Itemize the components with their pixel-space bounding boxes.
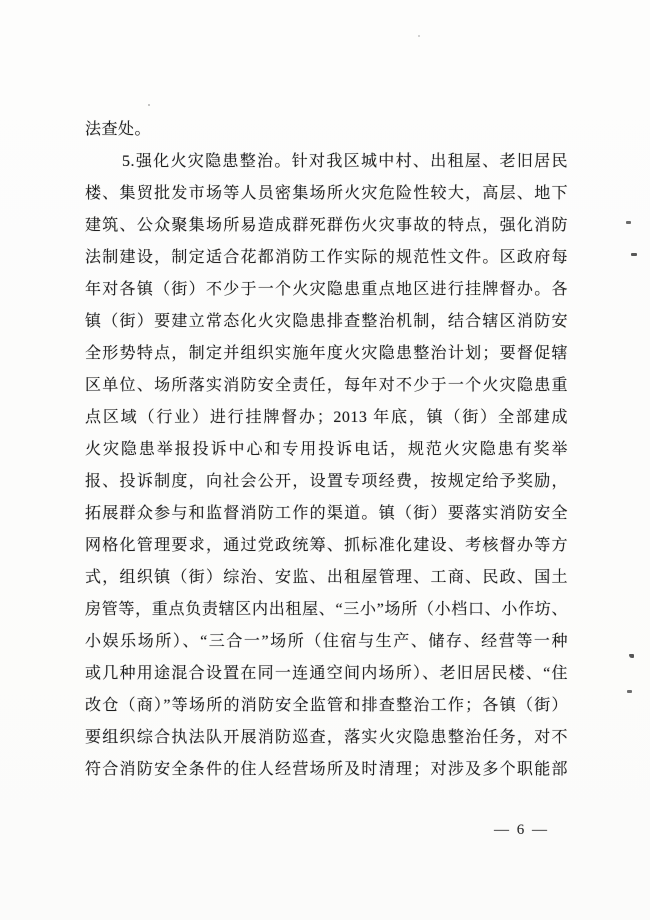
text-line: 全形势特点，制定并组织实施年度火灾隐患整治计划；要督促辖 — [85, 345, 568, 362]
text-line: 区单位、场所落实消防安全责任，每年对不少于一个火灾隐患重 — [85, 377, 568, 394]
text-line: 年对各镇（街）不少于一个火灾隐患重点地区进行挂牌督办。各 — [85, 281, 568, 298]
text-line: 式，组织镇（街）综治、安监、出租屋管理、工商、民政、国土 — [85, 569, 568, 586]
text-line: 5.强化火灾隐患整治。针对我区城中村、出租屋、老旧居民 — [122, 153, 568, 170]
text-line: 或几种用途混合设置在同一连通空间内场所）、老旧居民楼、“住 — [85, 665, 568, 682]
text-line: 符合消防安全条件的住人经营场所及时清理；对涉及多个职能部 — [85, 761, 568, 778]
text-line: 火灾隐患举报投诉中心和专用投诉电话，规范火灾隐患有奖举 — [85, 441, 568, 458]
text-line: 拓展群众参与和监督消防工作的渠道。镇（街）要落实消防安全 — [85, 505, 568, 522]
scan-speck — [418, 35, 420, 37]
text-line: 点区域（行业）进行挂牌督办；2013 年底，镇（街）全部建成 — [85, 409, 568, 426]
text-line: 楼、集贸批发市场等人员密集场所火灾危险性较大，高层、地下 — [85, 185, 568, 202]
text-line: 报、投诉制度，向社会公开，设置专项经费，按规定给予奖励， — [85, 473, 568, 490]
scan-speck — [626, 221, 631, 224]
scan-speck — [629, 654, 634, 658]
text-line: 法查处。 — [85, 121, 152, 138]
body-text — [85, 114, 568, 786]
text-line: 建筑、公众聚集场所易造成群死群伤火灾事故的特点，强化消防 — [85, 217, 568, 234]
text-line: 改仓（商）”等场所的消防安全监管和排查整治工作；各镇（街） — [85, 697, 568, 714]
scan-speck — [148, 104, 150, 106]
text-line: 房管等，重点负责辖区内出租屋、“三小”场所（小档口、小作坊、 — [85, 601, 568, 618]
scan-speck — [631, 253, 637, 256]
text-line: 要组织综合执法队开展消防巡查，落实火灾隐患整治任务，对不 — [85, 729, 568, 746]
text-line: 法制建设，制定适合花都消防工作实际的规范性文件。区政府每 — [85, 249, 568, 266]
scan-speck — [627, 690, 632, 693]
text-line: 小娱乐场所）、“三合一”场所（住宿与生产、储存、经营等一种 — [85, 633, 568, 650]
text-line: 镇（街）要建立常态化火灾隐患排查整治机制，结合辖区消防安 — [85, 313, 568, 330]
text-line: 网格化管理要求，通过党政统筹、抓标准化建设、考核督办等方 — [85, 537, 568, 554]
page-number: — 6 — — [494, 822, 549, 838]
